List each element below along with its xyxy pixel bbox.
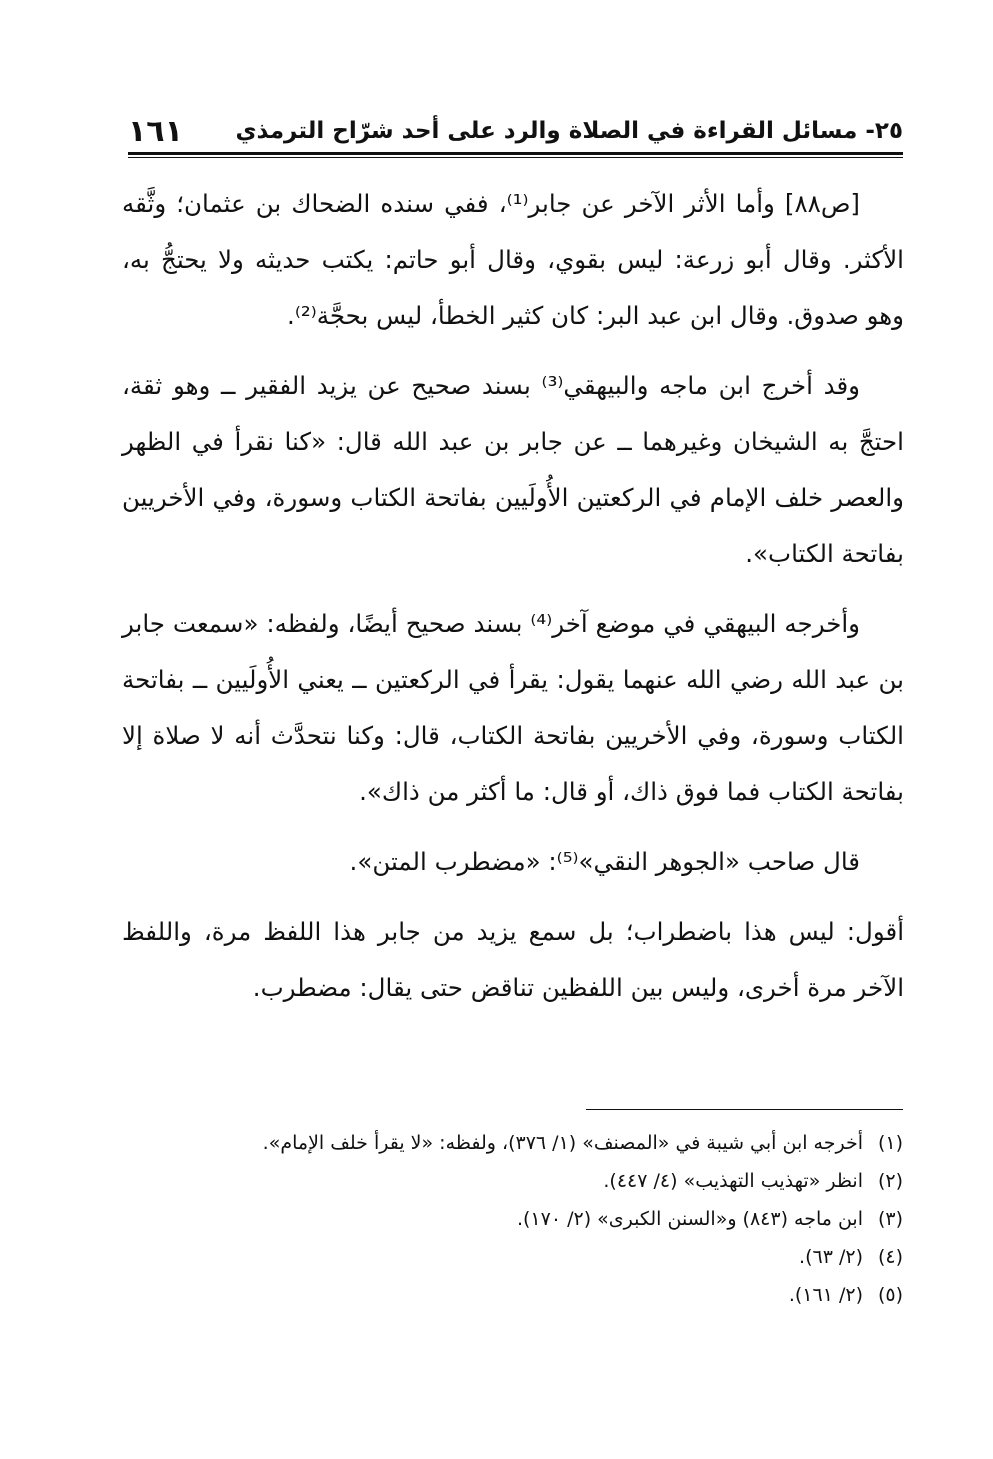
paragraph: وقد أخرج ابن ماجه والبيهقي⁽³⁾ بسند صحيح عن يزيد الفقير ــ وهو ثقة، احتجَّ به الشيخان وغيرهما ــ عن جابر بن عبد الله قال: «كنا نقرأ في الظهر والعصر خلف الإمام في الركعتين الأُولَيين بفاتحة الكتاب وسورة، وفي الأخريين بفاتحة الكتاب».: [122, 371, 904, 568]
page-header: [128, 112, 903, 152]
main-text: [122, 176, 904, 1030]
footnote-text: انظر «تهذيب التهذيب» (٤/ ٤٤٧).: [603, 1170, 863, 1192]
paragraph: أقول: ليس هذا باضطراب؛ بل سمع يزيد من جابر هذا اللفظ مرة، واللفظ الآخر مرة أخرى، وليس بين اللفظين تناقض حتى يقال: مضطرب.: [122, 917, 904, 1002]
footnote-number: (٢): [877, 1170, 903, 1192]
footnote-text: (٢/ ١٦١).: [788, 1284, 863, 1306]
footnote-separator: [586, 1109, 903, 1110]
footnote-number: (٣): [877, 1208, 903, 1230]
paragraph: قال صاحب «الجوهر النقي»⁽⁵⁾: «مضطرب المتن».: [349, 847, 860, 876]
footnote-item: [150, 1124, 903, 1162]
footnote-item: [150, 1238, 903, 1276]
footnote-number: (٥): [877, 1284, 903, 1306]
footnote-item: [150, 1276, 903, 1314]
footnote-text: أخرجه ابن أبي شيبة في «المصنف» (١/ ٣٧٦)، ولفظه: «لا يقرأ خلف الإمام».: [262, 1132, 863, 1154]
footnote-item: [150, 1200, 903, 1238]
running-title: ٢٥- مسائل القراءة في الصلاة والرد على أحد شرّاح الترمذي: [235, 118, 903, 144]
footnote-item: [150, 1162, 903, 1200]
paragraph: وأخرجه البيهقي في موضع آخر⁽⁴⁾ بسند صحيح أيضًا، ولفظه: «سمعت جابر بن عبد الله رضي الله عنهما يقول: يقرأ في الركعتين ــ يعني الأُولَيين ــ بفاتحة الكتاب وسورة، وفي الأخريين بفاتحة الكتاب، قال: وكنا نتحدَّث أنه لا صلاة إلا بفاتحة الكتاب فما فوق ذاك، أو قال: ما أكثر من ذاك».: [122, 609, 904, 806]
header-rule-thin: [128, 157, 903, 158]
footnote-text: (٢/ ٦٣).: [799, 1246, 863, 1268]
paragraph: [ص٨٨] وأما الأثر الآخر عن جابر⁽¹⁾، ففي سنده الضحاك بن عثمان؛ وثَّقه الأكثر. وقال أبو زرعة: ليس بقوي، وقال أبو حاتم: يكتب حديثه ولا يحتجُّ به، وهو صدوق. وقال ابن عبد البر: كان كثير الخطأ، ليس بحجَّة⁽²⁾.: [122, 189, 904, 330]
page-number: ١٦١: [128, 114, 183, 149]
footnote-number: (١): [877, 1132, 903, 1154]
header-rule: [128, 152, 903, 155]
footnote-text: ابن ماجه (٨٤٣) و«السنن الكبرى» (٢/ ١٧٠).: [516, 1208, 863, 1230]
footnote-number: (٤): [877, 1246, 903, 1268]
footnotes: [150, 1124, 903, 1314]
